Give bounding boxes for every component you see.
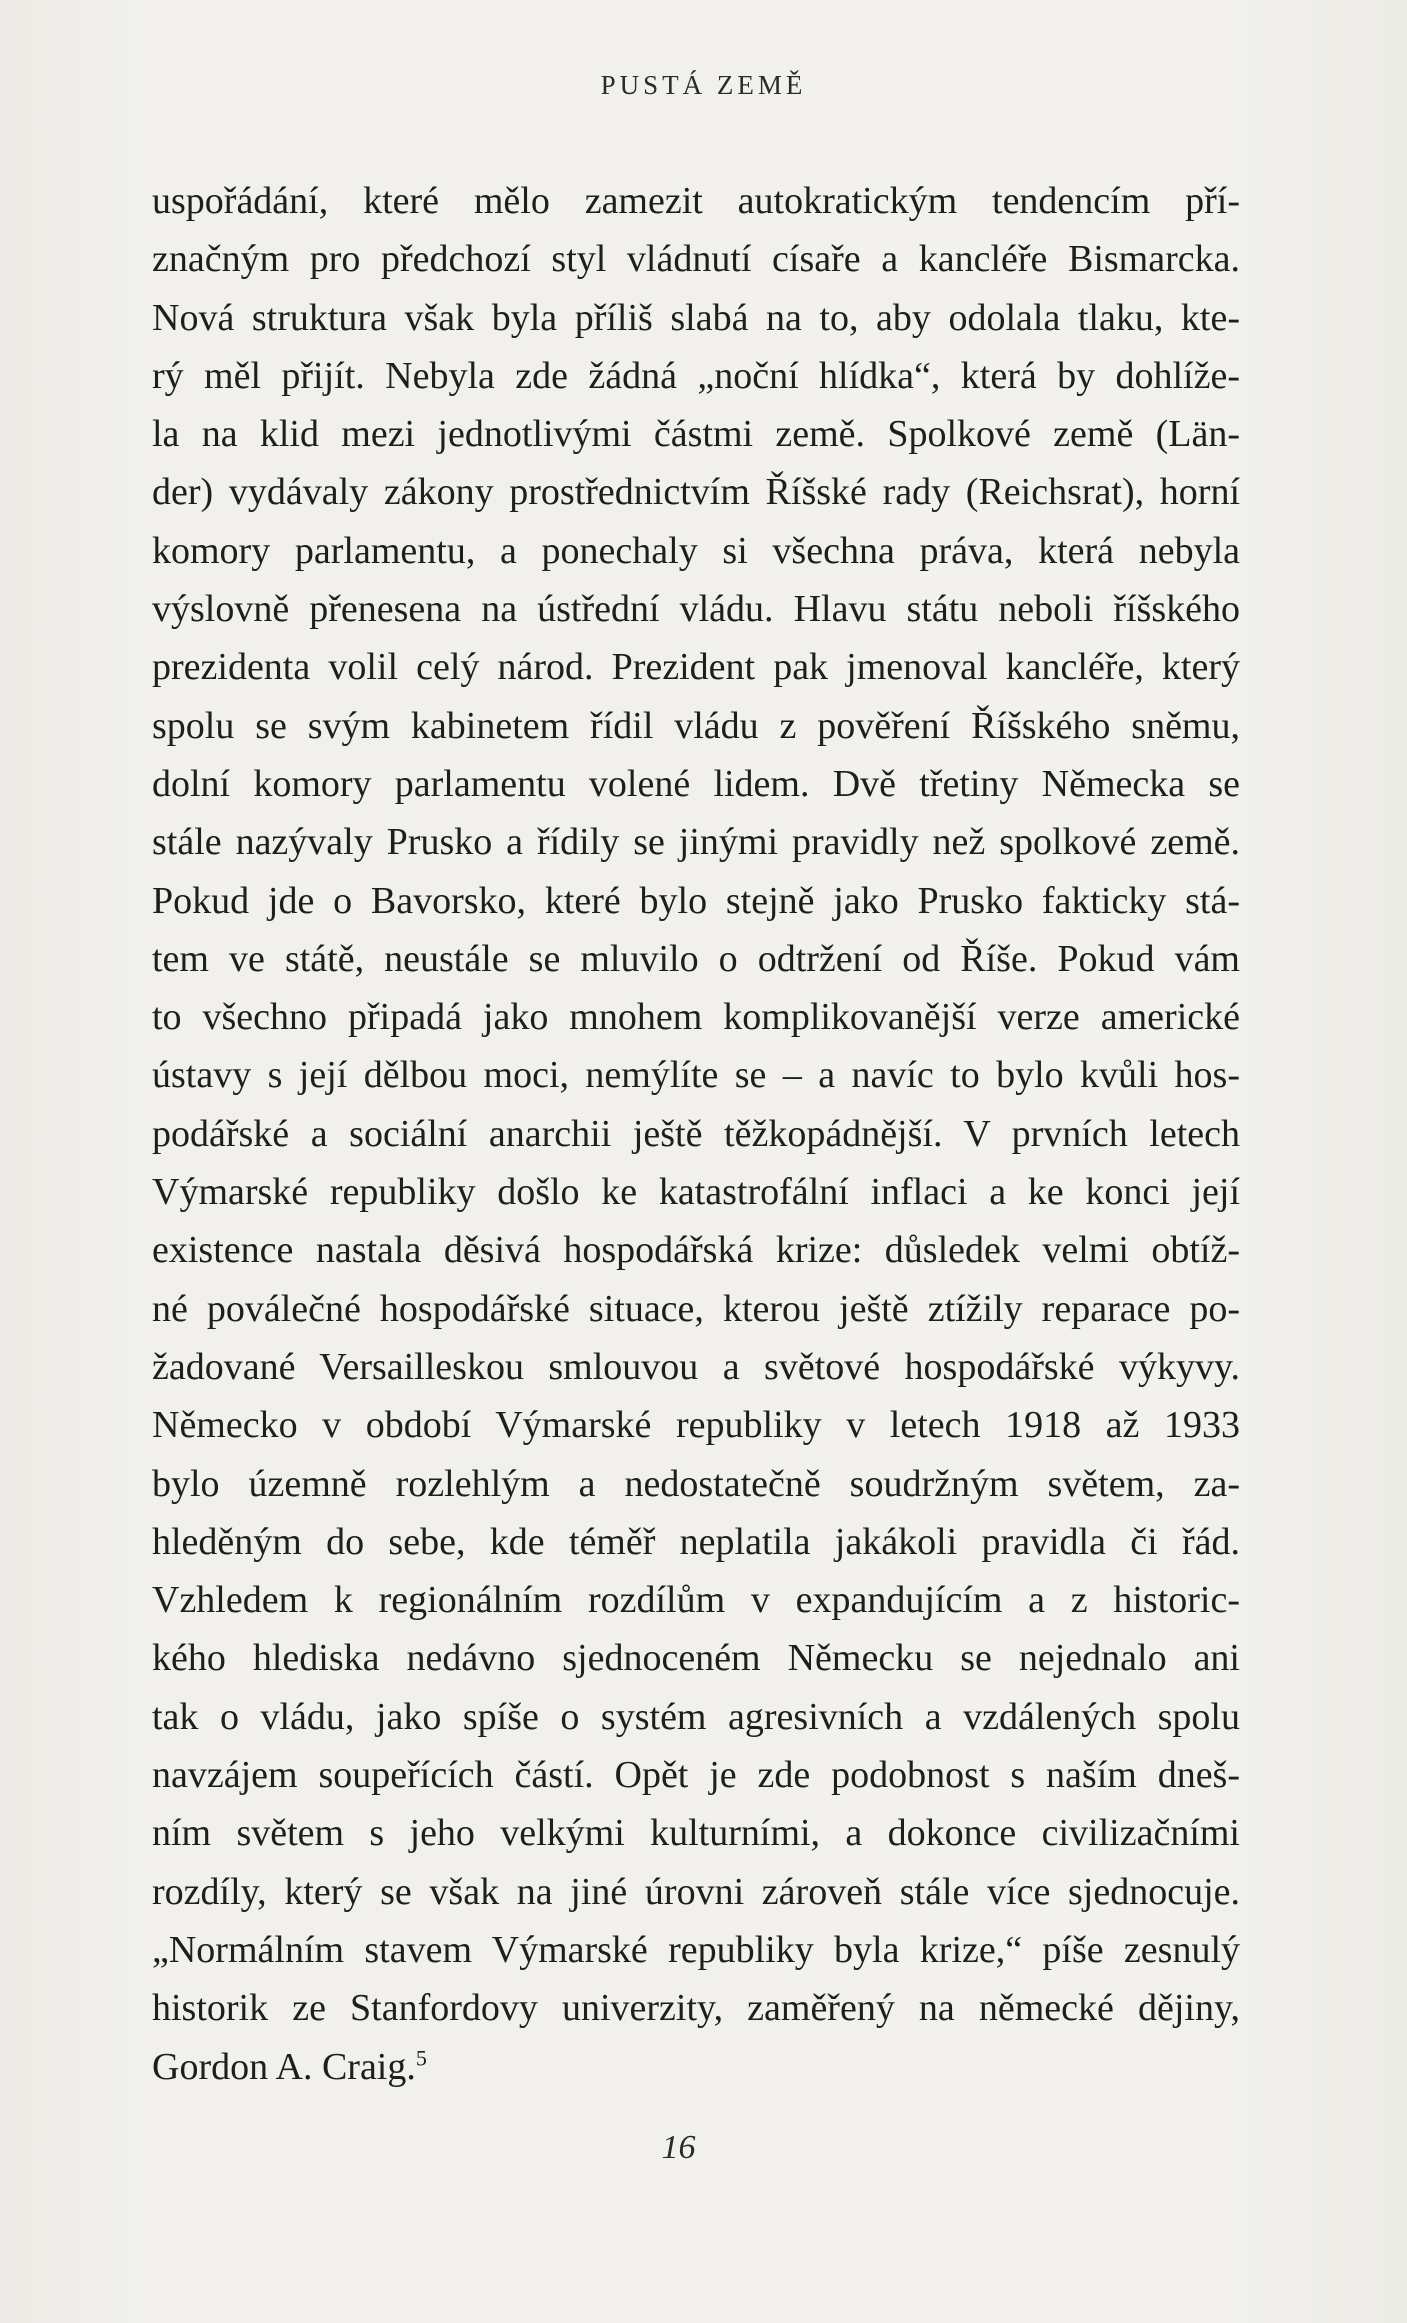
running-title: PUSTÁ ZEMĚ xyxy=(600,70,807,100)
text-line: to všechno připadá jako mnohem komplikovanější verze americké xyxy=(152,996,1240,1039)
text-line: dolní komory parlamentu volené lidem. Dvě třetiny Německa se xyxy=(152,762,1240,805)
text-line: „Normálním stavem Výmarské republiky byla krize,“ píše zesnulý xyxy=(152,1928,1240,1971)
text-line: né poválečné hospodářské situace, kterou ještě ztížily reparace po- xyxy=(152,1287,1240,1330)
text-line: la na klid mezi jednotlivými částmi země. Spolkové země (Län- xyxy=(152,413,1240,456)
text-line: podářské a sociální anarchii ještě těžkopádnější. V prvních letech xyxy=(152,1112,1240,1155)
text-line: uspořádání, které mělo zamezit autokratickým tendencím pří- xyxy=(152,180,1240,222)
text-line: stále nazývaly Prusko a řídily se jinými pravidly než spolkové země. xyxy=(152,821,1240,864)
page-number: 16 xyxy=(661,2129,696,2166)
text-line: Výmarské republiky došlo ke katastrofální inflaci a ke konci její xyxy=(152,1171,1240,1214)
body-text xyxy=(152,172,1240,2096)
text-line: tem ve státě, neustále se mluvilo o odtržení od Říše. Pokud vám xyxy=(152,937,1240,980)
text-line: bylo územně rozlehlým a nedostatečně soudržným světem, za- xyxy=(152,1462,1240,1505)
text-line: kého hlediska nedávno sjednoceném Německu se nejednalo ani xyxy=(152,1637,1240,1680)
text-line-last xyxy=(152,2038,1240,2096)
text-line: spolu se svým kabinetem řídil vládu z pověření Říšského sněmu, xyxy=(152,704,1240,747)
text-line: rozdíly, který se však na jiné úrovni zároveň stále více sjednocuje. xyxy=(152,1870,1240,1913)
text-line: tak o vládu, jako spíše o systém agresivních a vzdálených spolu xyxy=(152,1695,1240,1738)
text-line: Vzhledem k regionálním rozdílům v expandujícím a z historic- xyxy=(152,1579,1240,1622)
text-line: výslovně přenesena na ústřední vládu. Hlavu státu neboli říšského xyxy=(152,588,1240,631)
text-line: der) vydávaly zákony prostřednictvím Říšské rady (Reichsrat), horní xyxy=(152,471,1240,514)
text-line: rý měl přijít. Nebyla zde žádná „noční hlídka“, která by dohlíže- xyxy=(152,354,1240,397)
last-line-text: Gordon A. Craig. xyxy=(152,2045,416,2088)
text-line: značným pro předchozí styl vládnutí císaře a kancléře Bismarcka. xyxy=(152,238,1240,281)
text-line: Německo v období Výmarské republiky v letech 1918 až 1933 xyxy=(152,1404,1240,1447)
text-line: ústavy s její dělbou moci, nemýlíte se – a navíc to bylo kvůli hos- xyxy=(152,1054,1240,1097)
text-line: Nová struktura však byla příliš slabá na to, aby odolala tlaku, kte- xyxy=(152,296,1240,339)
text-line: prezidenta volil celý národ. Prezident pak jmenoval kancléře, který xyxy=(152,646,1240,689)
text-line: Pokud jde o Bavorsko, které bylo stejně jako Prusko fakticky stá- xyxy=(152,879,1240,922)
text-line: hleděným do sebe, kde téměř neplatila jakákoli pravidla či řád. xyxy=(152,1520,1240,1563)
text-line: komory parlamentu, a ponechaly si všechna práva, která nebyla xyxy=(152,529,1240,572)
text-line: ním světem s jeho velkými kulturními, a dokonce civilizačními xyxy=(152,1812,1240,1855)
footnote-reference[interactable]: 5 xyxy=(415,2044,427,2070)
text-line: navzájem soupeřících částí. Opět je zde podobnost s naším dneš- xyxy=(152,1754,1240,1797)
text-line: žadované Versailleskou smlouvou a světové hospodářské výkyvy. xyxy=(152,1345,1240,1388)
text-line: existence nastala děsivá hospodářská krize: důsledek velmi obtíž- xyxy=(152,1229,1240,1272)
text-line: historik ze Stanfordovy univerzity, zaměřený na německé dějiny, xyxy=(152,1987,1240,2030)
